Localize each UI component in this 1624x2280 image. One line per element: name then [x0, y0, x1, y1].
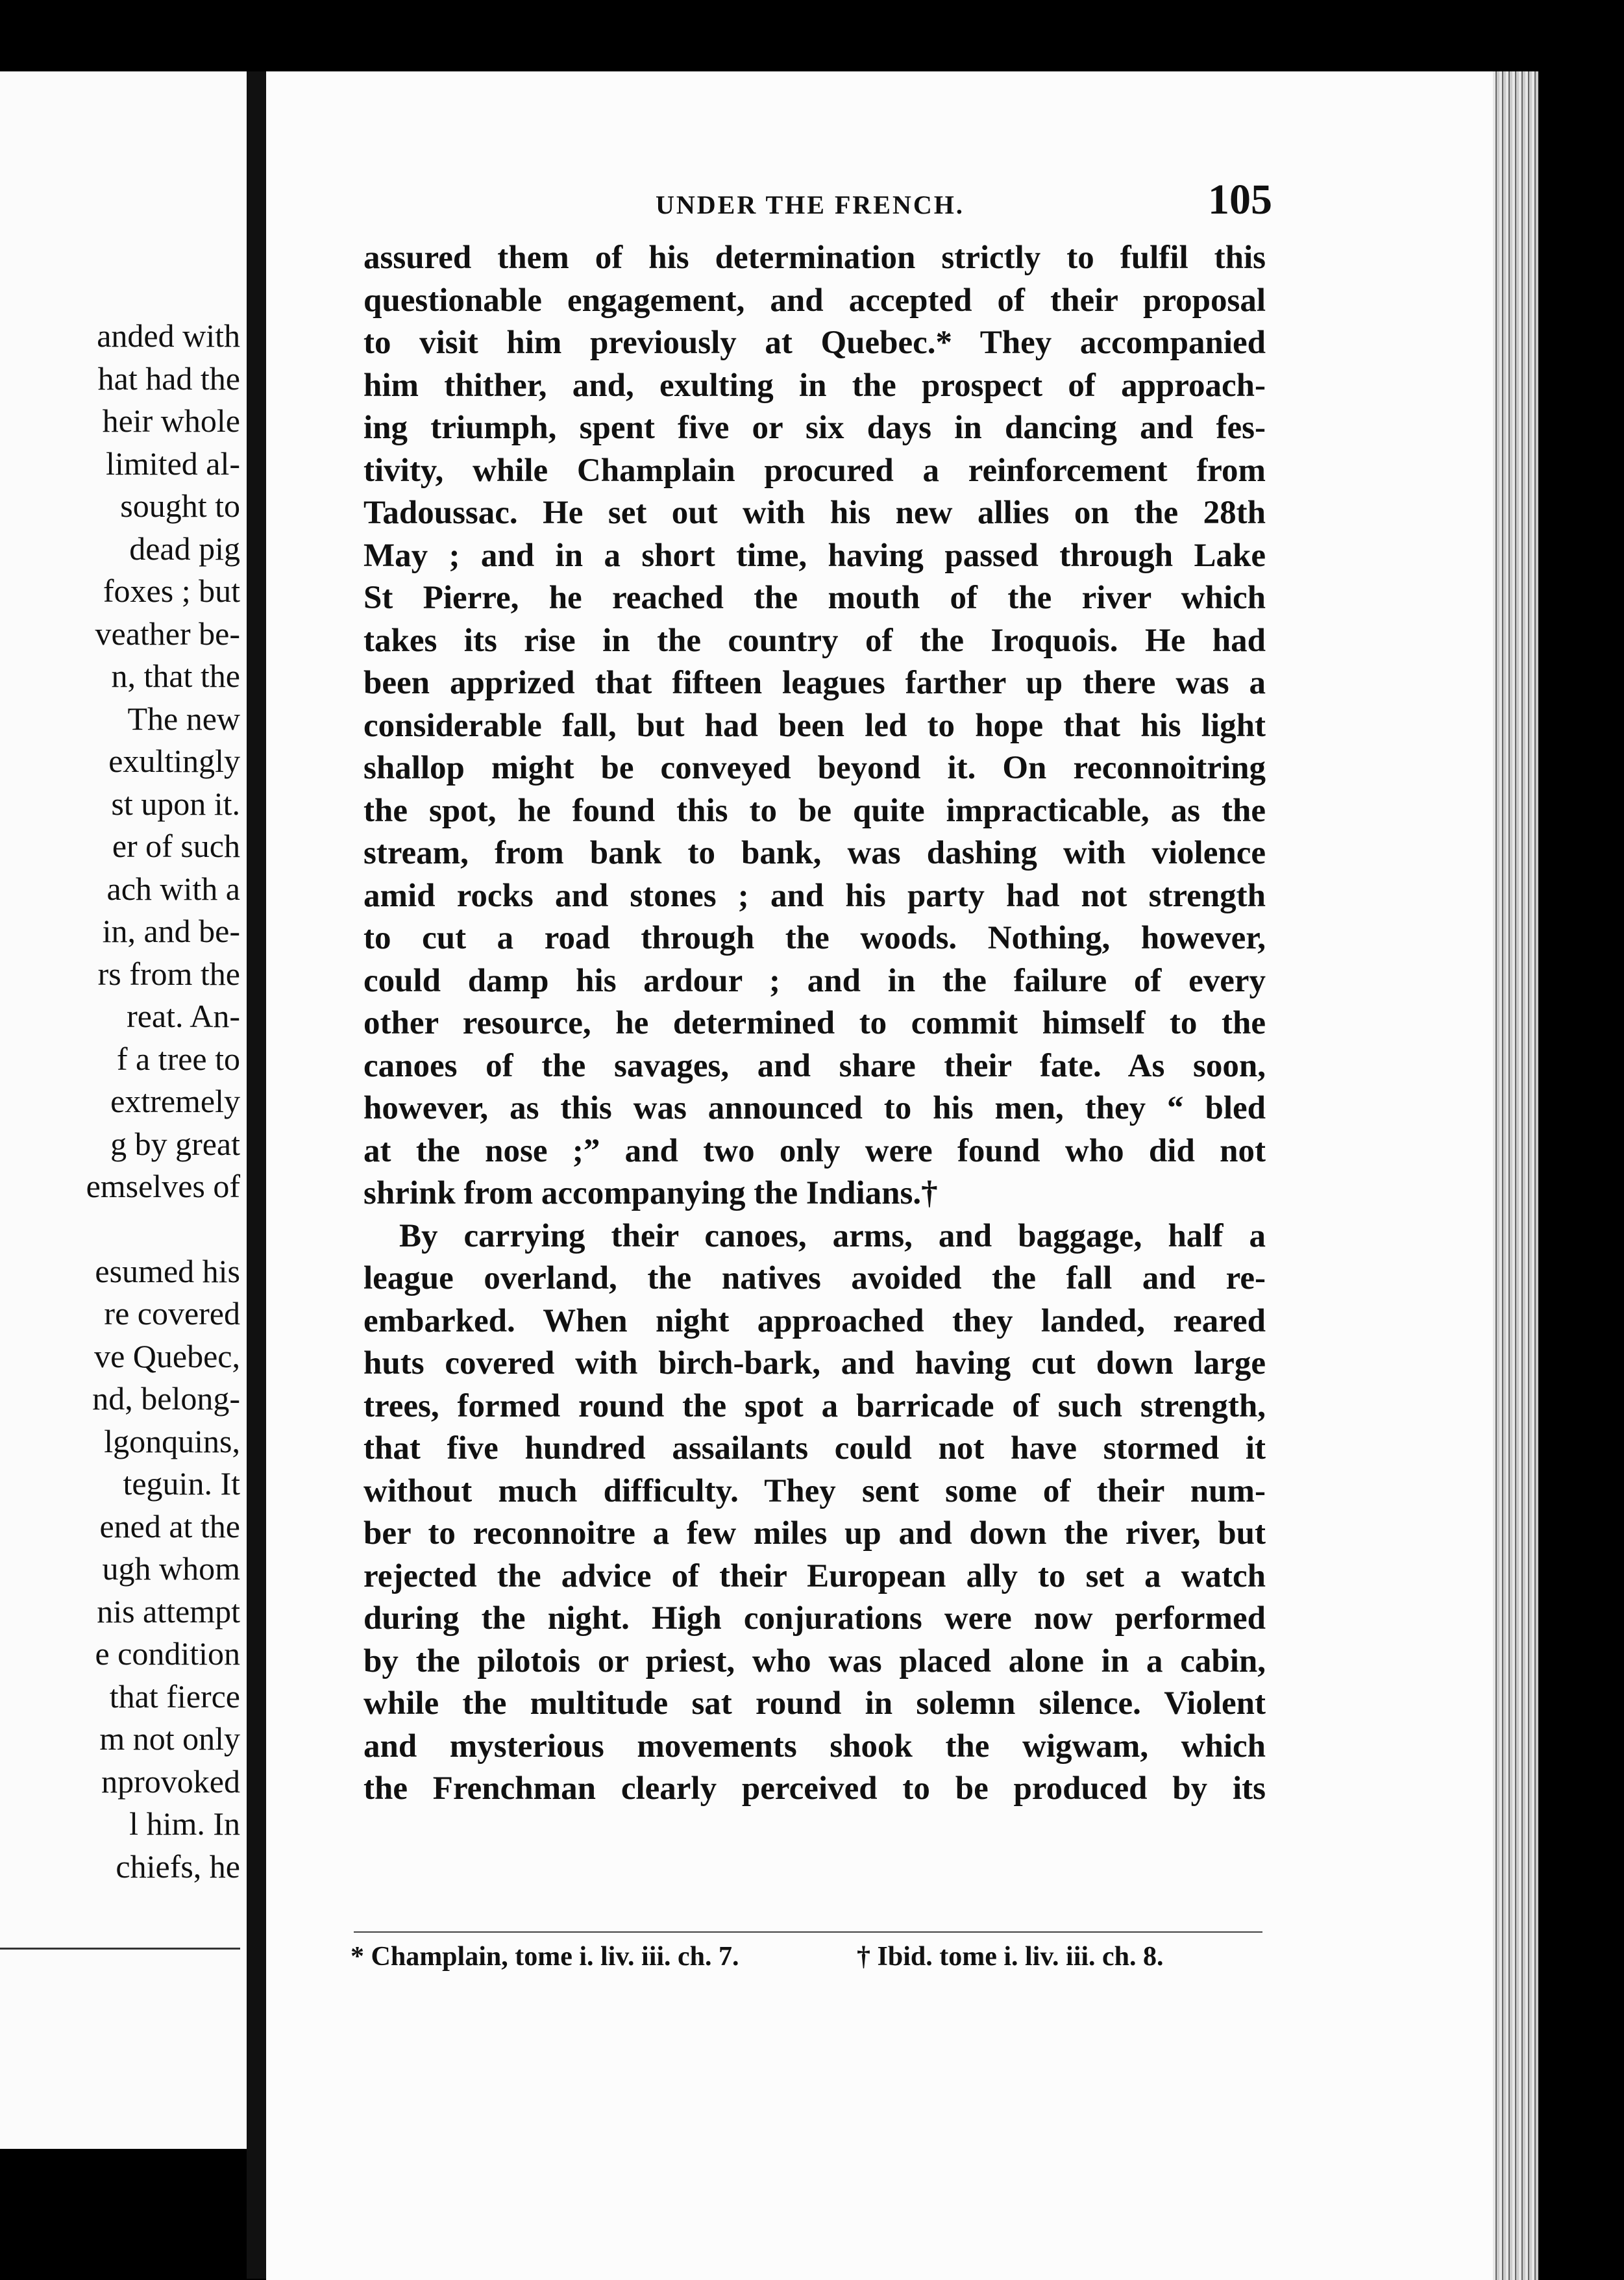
text-line: and mysterious movements shook the wigwam, which — [363, 1728, 1266, 1765]
text-line: assured them of his determination strictly to fulfil this — [363, 240, 1266, 276]
page-number: 105 — [1208, 176, 1272, 223]
text-line: Tadoussac. He set out with his new allies on the 28th — [363, 495, 1266, 531]
text-line: been apprized that fifteen leagues farther up there was a — [363, 665, 1266, 701]
text-line: tivity, while Champlain procured a reinforcement from — [363, 452, 1266, 489]
left-line: anded with — [97, 317, 240, 354]
left-line: f a tree to — [116, 1040, 240, 1077]
left-line: limited al- — [106, 445, 240, 482]
left-line: nis attempt — [97, 1592, 240, 1629]
left-line: sought to — [120, 488, 240, 524]
text-line: May ; and in a short time, having passed through Lake — [363, 537, 1266, 574]
left-line: in, and be- — [102, 913, 240, 949]
text-line: while the multitude sat round in solemn silence. Violent — [363, 1685, 1266, 1722]
left-line: dead pig — [129, 530, 240, 567]
text-line: amid rocks and stones ; and his party had not strength — [363, 877, 1266, 914]
text-line: trees, formed round the spot a barricade of such strength, — [363, 1387, 1266, 1424]
footnote-rule — [354, 1931, 1262, 1933]
left-line: e condition — [95, 1635, 240, 1672]
text-line: by the pilotois or priest, who was placed alone in a cabin, — [363, 1642, 1266, 1679]
left-line: reat. An- — [127, 998, 240, 1034]
text-line: St Pierre, he reached the mouth of the river which — [363, 580, 1266, 616]
left-line: ened at the — [99, 1507, 240, 1544]
scan-right-border — [1538, 71, 1624, 2280]
left-line: The new — [127, 700, 240, 737]
left-line: chiefs, he — [116, 1848, 240, 1885]
left-line: m not only — [99, 1720, 240, 1757]
left-line: lgonquins, — [104, 1422, 240, 1459]
left-line: heir whole — [102, 403, 240, 439]
text-line: the Frenchman clearly perceived to be produced by its — [363, 1770, 1266, 1807]
left-page-text — [86, 315, 240, 1888]
scan-top-border — [0, 0, 1624, 71]
left-footnote-rule — [0, 1948, 240, 1950]
text-line: embarked. When night approached they landed, reared — [363, 1302, 1266, 1339]
text-line: takes its rise in the country of the Iroquois. He had — [363, 622, 1266, 659]
text-line: By carrying their canoes, arms, and baggage, half a — [399, 1217, 1266, 1254]
left-line: foxes ; but — [103, 573, 240, 609]
left-line: exultingly — [108, 743, 240, 779]
text-line: league overland, the natives avoided the fall and re- — [363, 1260, 1266, 1296]
left-line: l him. In — [129, 1805, 240, 1842]
text-line: considerable fall, but had been led to hope that his light — [363, 707, 1266, 744]
left-line: nprovoked — [101, 1763, 240, 1800]
paragraph-gap — [86, 1208, 240, 1250]
text-line: to visit him previously at Quebec.* They accompanied — [363, 325, 1266, 361]
text-line: canoes of the savages, and share their fate. As soon, — [363, 1047, 1266, 1084]
left-line: n, that the — [111, 658, 240, 694]
text-line: questionable engagement, and accepted of their proposal — [363, 282, 1266, 319]
body-text — [363, 237, 1266, 1811]
text-line: ber to reconnoitre a few miles up and down the river, but — [363, 1515, 1266, 1552]
book-gutter — [247, 71, 266, 2279]
text-line: other resource, he determined to commit himself to the — [363, 1005, 1266, 1041]
text-line: at the nose ;” and two only were found who did not — [363, 1132, 1266, 1169]
left-line: that fierce — [109, 1678, 240, 1715]
left-line: ve Quebec, — [94, 1337, 240, 1374]
left-line: ugh whom — [102, 1550, 240, 1587]
text-line: that five hundred assailants could not have stormed it — [363, 1430, 1266, 1467]
left-line: esumed his — [95, 1252, 240, 1289]
left-line: rs from the — [97, 955, 240, 992]
left-line: teguin. It — [123, 1465, 240, 1502]
left-line: st upon it. — [111, 785, 240, 822]
text-line: ing triumph, spent five or six days in dancing and fes- — [363, 410, 1266, 446]
left-line: ach with a — [106, 870, 240, 907]
text-line: could damp his ardour ; and in the failure of every — [363, 962, 1266, 999]
text-line: huts covered with birch-bark, and having cut down large — [363, 1345, 1266, 1382]
page-header — [383, 175, 1272, 234]
text-line: the spot, he found this to be quite impracticable, as the — [363, 792, 1266, 829]
left-line: extremely — [110, 1083, 240, 1119]
text-line: without much difficulty. They sent some of their num- — [363, 1472, 1266, 1509]
left-line: hat had the — [97, 360, 240, 397]
left-line: re covered — [104, 1295, 240, 1332]
text-line: shallop might be conveyed beyond it. On reconnoitring — [363, 750, 1266, 786]
footnotes — [351, 1941, 1272, 1972]
text-line: however, as this was announced to his men, they “ bled — [363, 1090, 1266, 1126]
text-line: shrink from accompanying the Indians.† — [363, 1175, 938, 1211]
running-head: UNDER THE FRENCH. — [656, 190, 965, 219]
text-line: rejected the advice of their European ally to set a watch — [363, 1557, 1266, 1594]
left-line: g by great — [110, 1125, 240, 1162]
left-line: emselves of — [86, 1168, 240, 1204]
left-line: veather be- — [95, 615, 240, 652]
text-line: during the night. High conjurations were now performed — [363, 1600, 1266, 1637]
text-line: to cut a road through the woods. Nothing, however, — [363, 920, 1266, 956]
footnote-ibid: † Ibid. tome i. liv. iii. ch. 8. — [857, 1942, 1164, 1972]
text-line: him thither, and, exulting in the prospect of approach- — [363, 367, 1266, 404]
left-page-fragment — [0, 71, 247, 2149]
text-line: stream, from bank to bank, was dashing with violence — [363, 835, 1266, 871]
footnote-champlain: * Champlain, tome i. liv. iii. ch. 7. — [351, 1942, 739, 1972]
page-edges — [1493, 71, 1538, 2280]
left-line: er of such — [112, 828, 240, 864]
left-line: nd, belong- — [92, 1380, 240, 1417]
